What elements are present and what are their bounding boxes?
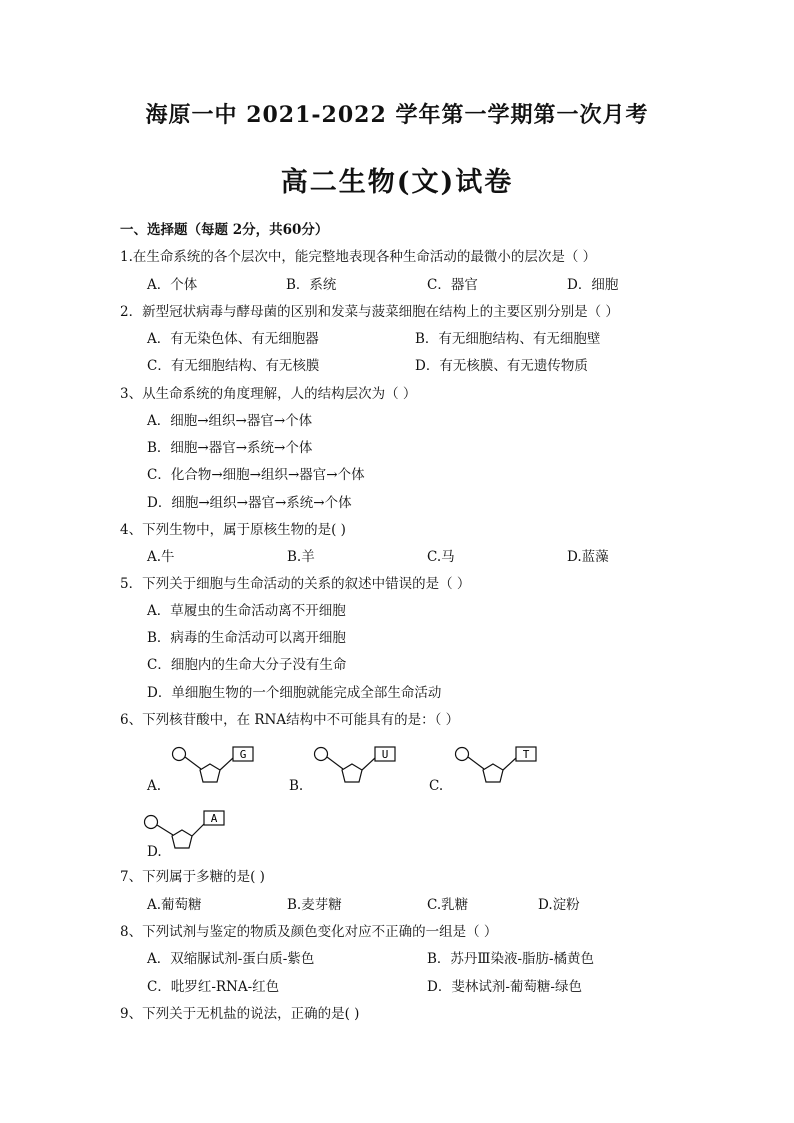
base-label: T [522, 748, 530, 761]
q8-option-d: D．斐林试剂-葡萄糖-绿色 [427, 979, 582, 995]
base-label: A [210, 812, 218, 825]
q4-option-a: A.牛 [147, 549, 175, 565]
question-7-stem: 7、下列属于多糖的是( ) [120, 869, 265, 885]
question-8-stem: 8、下列试剂与鉴定的物质及颜色变化对应不正确的一组是（ ） [120, 924, 498, 940]
base-label: U [381, 748, 389, 761]
q8-option-b: B．苏丹Ⅲ染液-脂肪-橘黄色 [427, 951, 595, 967]
q1-option-c: C．器官 [427, 277, 478, 293]
q2-option-a: A．有无染色体、有无细胞器 [147, 331, 319, 347]
q8-option-a: A．双缩脲试剂-蛋白质-紫色 [147, 951, 315, 967]
q3-option-a: A．细胞→组织→器官→个体 [147, 413, 313, 429]
q4-option-d: D.蓝藻 [567, 549, 609, 565]
q6-option-a: A. [147, 778, 162, 794]
q7-option-d: D.淀粉 [538, 897, 580, 913]
question-3-stem: 3、从生命系统的角度理解，人的结构层次为（ ） [120, 386, 417, 402]
q3-option-c: C．化合物→细胞→组织→器官→个体 [147, 467, 365, 483]
question-4-stem: 4、下列生物中，属于原核生物的是( ) [120, 522, 346, 538]
q5-option-d: D．单细胞生物的一个细胞就能完成全部生命活动 [147, 685, 442, 701]
question-2-stem: 2．新型冠状病毒与酵母菌的区别和发菜与菠菜细胞在结构上的主要区别分别是（ ） [120, 304, 619, 320]
q5-option-b: B．病毒的生命活动可以离开细胞 [147, 630, 346, 646]
exam-title: 海原一中 2021-2022 学年第一学期第一次月考 [145, 102, 649, 128]
q5-option-c: C．细胞内的生命大分子没有生命 [147, 657, 347, 673]
nucleotide-t-diagram [453, 744, 543, 792]
q2-option-d: D．有无核膜、有无遗传物质 [415, 358, 588, 374]
q6-option-c: C. [429, 778, 444, 794]
q2-option-b: B．有无细胞结构、有无细胞壁 [415, 331, 601, 347]
q8-option-c: C．吡罗红-RNA-红色 [147, 979, 280, 995]
section-heading: 一、选择题（每题 2分，共60分） [120, 222, 329, 238]
nucleotide-u-diagram [312, 744, 402, 792]
q5-option-a: A．草履虫的生命活动离不开细胞 [147, 603, 346, 619]
q3-option-b: B．细胞→器官→系统→个体 [147, 440, 313, 456]
q7-option-b: B.麦芽糖 [287, 897, 342, 913]
q7-option-a: A.葡萄糖 [147, 897, 202, 913]
q1-option-b: B．系统 [286, 277, 337, 293]
q1-option-a: A．个体 [147, 277, 198, 293]
question-6-stem: 6、下列核苷酸中，在 RNA结构中不可能具有的是：（ ） [120, 712, 460, 728]
q1-option-d: D．细胞 [567, 277, 619, 293]
q6-option-b: B. [289, 778, 304, 794]
q4-option-c: C.马 [427, 549, 455, 565]
exam-subtitle: 高二生物(文)试卷 [280, 167, 514, 198]
q7-option-c: C.乳糖 [427, 897, 469, 913]
base-label: G [239, 748, 247, 761]
q2-option-c: C．有无细胞结构、有无核膜 [147, 358, 320, 374]
nucleotide-g-diagram [170, 744, 260, 792]
question-1-stem: 1.在生命系统的各个层次中，能完整地表现各种生命活动的最微小的层次是（ ） [120, 249, 597, 265]
q6-option-d: D. [147, 844, 162, 860]
question-5-stem: 5．下列关于细胞与生命活动的关系的叙述中错误的是（ ） [120, 576, 471, 592]
nucleotide-a-diagram [142, 808, 232, 856]
question-9-stem: 9、下列关于无机盐的说法，正确的是( ) [120, 1006, 360, 1022]
q3-option-d: D．细胞→组织→器官→系统→个体 [147, 495, 352, 511]
q4-option-b: B.羊 [287, 549, 315, 565]
